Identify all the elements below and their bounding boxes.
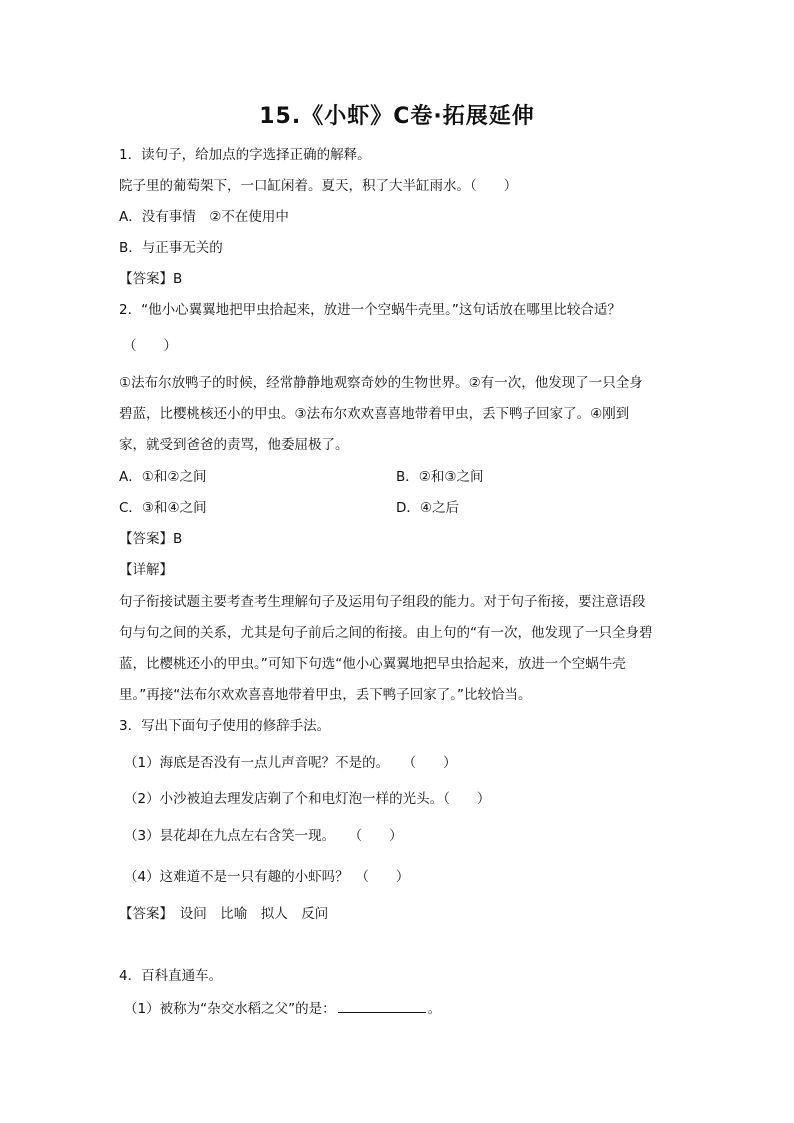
q2-option-a: A．①和②之间 [119,469,207,485]
q4-item-1-prefix: （1）被称为“杂交水稻之父”的是： [124,1001,336,1017]
q2-stem: 2．“他小心翼翼地把甲虫拾起来，放进一个空蜗牛壳里。”这句话放在哪里比较合适？ [119,302,621,318]
q2-detail-line: 里。”再接“法布尔欢欢喜喜地带着甲虫，丢下鸭子回家了。”比较恰当。 [119,687,532,703]
q2-option-d: D．④之后 [396,500,459,516]
q2-detail-line: 句子衔接试题主要考查考生理解句子及运用句子组段的能力。对于句子衔接，要注意语段 [119,594,646,610]
document-title: 15.《小虾》C卷·拓展延伸 [259,104,535,129]
q3-item: （1）海底是否没有一点儿声音呢？不是的。 （ ） [124,755,457,771]
q2-detail-label: 【详解】 [119,562,173,578]
q4-item-1 [124,998,441,1018]
q1-answer: 【答案】B [119,271,183,287]
q2-option-c: C．③和④之间 [119,500,207,516]
q4-stem: 4．百科直通车。 [119,968,223,984]
q3-item: （3）昙花却在九点左右含笑一现。 （ ） [124,828,403,844]
q4-item-1-suffix: 。 [427,1001,442,1017]
q3-item: （4）这难道不是一只有趣的小虾吗？ （ ） [124,869,410,885]
answer-blank[interactable] [338,998,426,1013]
q1-option-b: B．与正事无关的 [119,240,223,256]
q2-paren: （ ） [123,338,177,354]
q3-answer: 【答案】 设问 比喻 拟人 反问 [119,906,329,922]
q2-passage-line: ①法布尔放鸭子的时候，经常静静地观察奇妙的生物世界。②有一次，他发现了一只全身 [119,375,643,391]
q2-answer: 【答案】B [119,531,183,547]
q1-option-a: A．没有事情 ②不在使用中 [119,209,289,225]
q2-option-b: B．②和③之间 [396,469,484,485]
q2-passage-line: 碧蓝，比樱桃核还小的甲虫。③法布尔欢欢喜喜地带着甲虫，丢下鸭子回家了。④刚到 [119,406,630,422]
q2-detail-line: 句与句之间的关系，尤其是句子前后之间的衔接。由上句的“有一次，他发现了一只全身碧 [119,625,653,641]
q1-sentence: 院子里的葡萄架下，一口缸闲着。夏天，积了大半缸雨水。（ ） [119,178,518,194]
q2-passage-line: 家，就受到爸爸的责骂，他委屈极了。 [119,437,349,453]
q3-item: （2）小沙被迫去理发店剃了个和电灯泡一样的光头。（ ） [124,791,491,807]
q3-stem: 3．写出下面句子使用的修辞手法。 [119,718,331,734]
q2-detail-line: 蓝，比樱桃还小的甲虫。”可知下句选“他小心翼翼地把早虫拾起来，放进一个空蜗牛壳 [119,656,626,672]
q1-stem: 1．读句子，给加点的字选择正确的解释。 [119,147,371,163]
